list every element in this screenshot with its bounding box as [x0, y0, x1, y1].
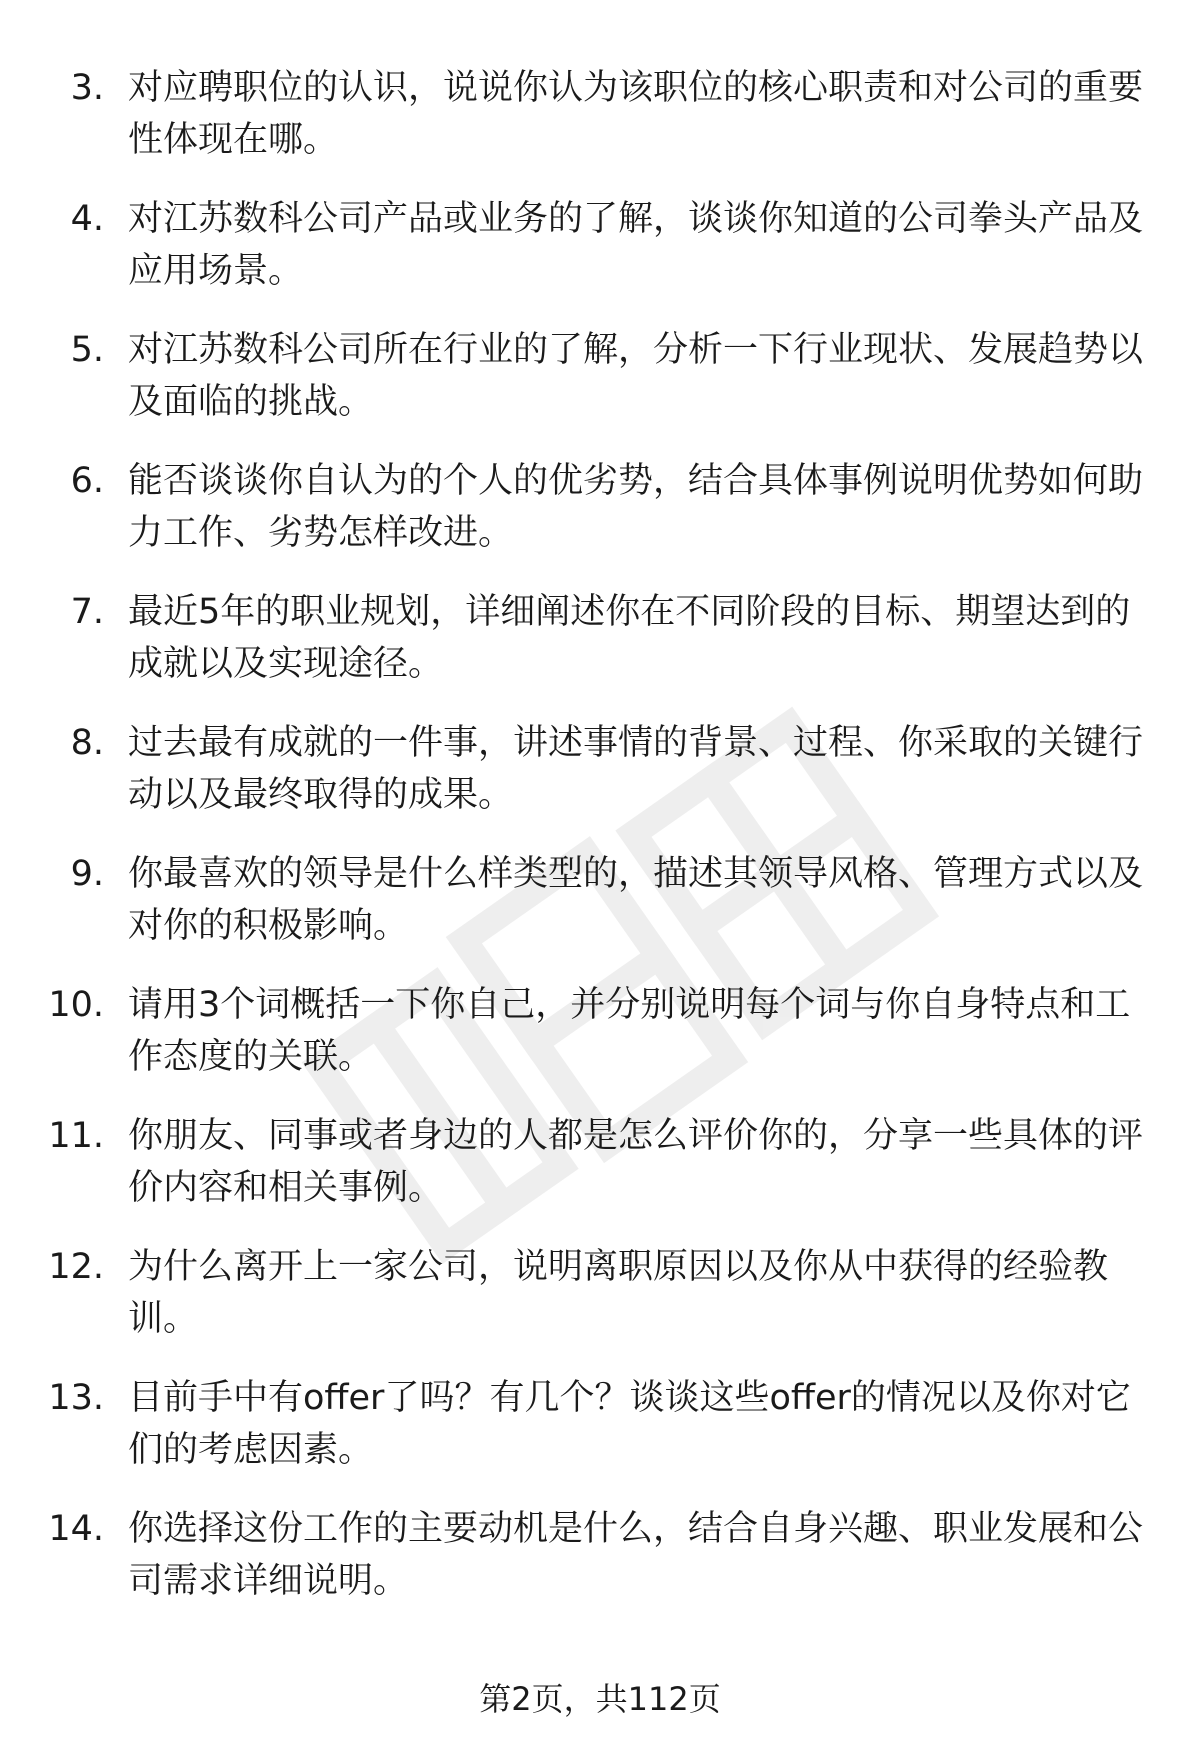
list-item — [0, 324, 1200, 455]
list-item — [0, 717, 1200, 848]
list-item — [0, 62, 1200, 193]
question-text: 最近5年的职业规划，详细阐述你在不同阶段的目标、期望达到的成就以及实现途径。 — [128, 592, 1131, 684]
list-item — [0, 1372, 1200, 1503]
question-number: 7. — [70, 592, 104, 632]
question-number: 3. — [70, 68, 104, 108]
list-item — [0, 979, 1200, 1110]
question-text: 对应聘职位的认识，说说你认为该职位的核心职责和对公司的重要性体现在哪。 — [128, 68, 1144, 160]
list-item — [0, 1241, 1200, 1372]
question-text: 为什么离开上一家公司，说明离职原因以及你从中获得的经验教训。 — [128, 1247, 1109, 1339]
question-number: 13. — [48, 1378, 104, 1418]
page-footer: 第2页，共112页 — [479, 1680, 721, 1718]
question-number: 5. — [70, 330, 104, 370]
question-number: 14. — [48, 1509, 104, 1549]
question-list — [0, 62, 1200, 1634]
question-number: 6. — [70, 461, 104, 501]
question-text: 你朋友、同事或者身边的人都是怎么评价你的，分享一些具体的评价内容和相关事例。 — [128, 1116, 1144, 1208]
list-item — [0, 1503, 1200, 1634]
question-text: 你最喜欢的领导是什么样类型的，描述其领导风格、管理方式以及对你的积极影响。 — [128, 854, 1144, 946]
list-item — [0, 848, 1200, 979]
question-text: 请用3个词概括一下你自己，并分别说明每个词与你自身特点和工作态度的关联。 — [128, 985, 1131, 1077]
question-text: 目前手中有offer了吗？有几个？谈谈这些offer的情况以及你对它们的考虑因素。 — [128, 1378, 1131, 1470]
list-item — [0, 455, 1200, 586]
question-text: 对江苏数科公司所在行业的了解，分析一下行业现状、发展趋势以及面临的挑战。 — [128, 330, 1144, 422]
list-item — [0, 193, 1200, 324]
question-number: 8. — [70, 723, 104, 763]
question-number: 9. — [70, 854, 104, 894]
question-number: 4. — [70, 199, 104, 239]
question-text: 对江苏数科公司产品或业务的了解，谈谈你知道的公司拳头产品及应用场景。 — [128, 199, 1144, 291]
list-item — [0, 586, 1200, 717]
question-number: 12. — [48, 1247, 104, 1287]
question-text: 过去最有成就的一件事，讲述事情的背景、过程、你采取的关键行动以及最终取得的成果。 — [128, 723, 1144, 815]
question-number: 10. — [48, 985, 104, 1025]
list-item — [0, 1110, 1200, 1241]
question-text: 能否谈谈你自认为的个人的优劣势，结合具体事例说明优势如何助力工作、劣势怎样改进。 — [128, 461, 1144, 553]
question-number: 11. — [48, 1116, 104, 1156]
question-text: 你选择这份工作的主要动机是什么，结合自身兴趣、职业发展和公司需求详细说明。 — [128, 1509, 1144, 1601]
